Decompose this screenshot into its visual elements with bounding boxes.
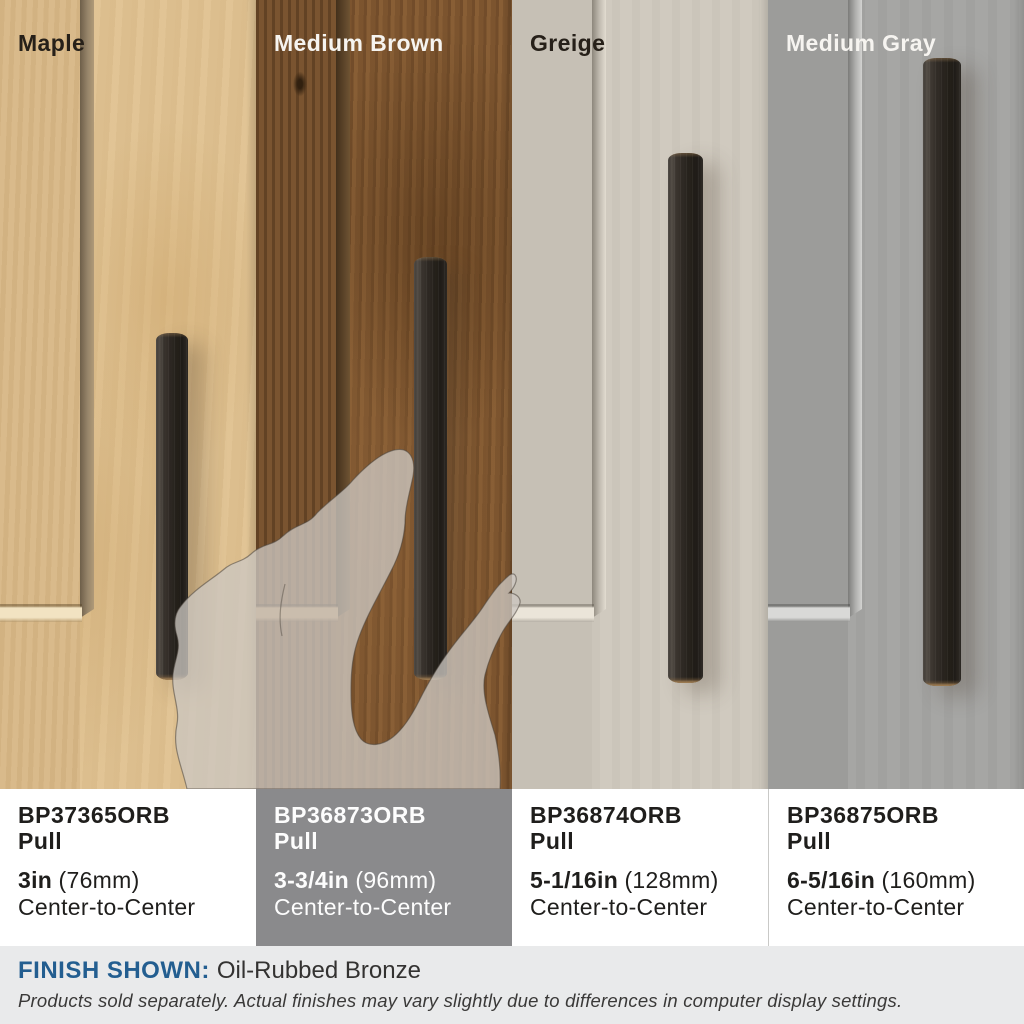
cabinet-door-gap (592, 0, 606, 618)
size-inches: 5-1/16in (530, 867, 619, 893)
product-type: Pull (18, 828, 63, 854)
cabinet-pull-bp36875orb (923, 58, 961, 686)
product-info-bp37365orb (0, 789, 256, 946)
finish-panel-greige (512, 0, 768, 789)
size-line (787, 867, 1014, 894)
size-millimeters: (160mm) (881, 867, 976, 893)
drawer-gap-bevel (512, 604, 594, 622)
cabinet-door-gap (336, 0, 350, 618)
center-to-center-label: Center-to-Center (18, 894, 196, 920)
cabinet-door-gap (848, 0, 862, 618)
drawer-gap-bevel (768, 604, 850, 622)
size-millimeters: (128mm) (624, 867, 719, 893)
size-line (530, 867, 758, 894)
adjacent-cabinet-strip (0, 0, 80, 789)
size-inches: 3-3/4in (274, 867, 349, 893)
adjacent-cabinet-strip (256, 0, 336, 789)
product-info-bp36875orb (768, 789, 1024, 946)
size-inches: 3in (18, 867, 53, 893)
size-line (18, 867, 246, 894)
finish-shown-line (18, 957, 1024, 985)
product-code: BP36873ORB (274, 802, 427, 828)
finish-panel-medium-gray (768, 0, 1024, 789)
finish-footer (0, 946, 1024, 1024)
product-info-bp36873orb (256, 789, 512, 946)
size-inches: 6-5/16in (787, 867, 876, 893)
cabinet-pull-bp36873orb (414, 257, 447, 680)
finish-panel-medium-brown (256, 0, 512, 789)
adjacent-cabinet-strip (512, 0, 592, 789)
cabinet-pull-bp37365orb (156, 333, 188, 680)
finish-label: Maple (18, 30, 86, 56)
product-type: Pull (530, 828, 575, 854)
finish-label: Medium Gray (786, 30, 937, 56)
size-millimeters: (96mm) (355, 867, 437, 893)
drawer-gap-bevel (0, 604, 82, 622)
disclaimer-text: Products sold separately. Actual finishes may vary slightly due to differences in computer display settings. (18, 990, 903, 1011)
finish-label: Greige (530, 30, 606, 56)
product-type: Pull (787, 828, 832, 854)
size-millimeters: (76mm) (58, 867, 140, 893)
center-to-center-label: Center-to-Center (530, 894, 708, 920)
product-info-bp36874orb (512, 789, 768, 946)
cabinet-pull-bp36874orb (668, 153, 703, 683)
center-to-center-label: Center-to-Center (274, 894, 452, 920)
center-to-center-label: Center-to-Center (787, 894, 965, 920)
product-code: BP37365ORB (18, 802, 171, 828)
product-info-row (0, 789, 1024, 946)
finish-label: Medium Brown (274, 30, 444, 56)
size-line (274, 867, 502, 894)
product-code: BP36875ORB (787, 802, 940, 828)
cabinet-door-gap (80, 0, 94, 618)
product-code: BP36874ORB (530, 802, 683, 828)
drawer-gap-bevel (256, 604, 338, 622)
finish-panel-maple (0, 0, 256, 789)
product-type: Pull (274, 828, 319, 854)
finish-shown-value: Oil-Rubbed Bronze (216, 957, 421, 984)
finish-shown-label: FINISH SHOWN: (18, 957, 210, 984)
adjacent-cabinet-strip (768, 0, 848, 789)
